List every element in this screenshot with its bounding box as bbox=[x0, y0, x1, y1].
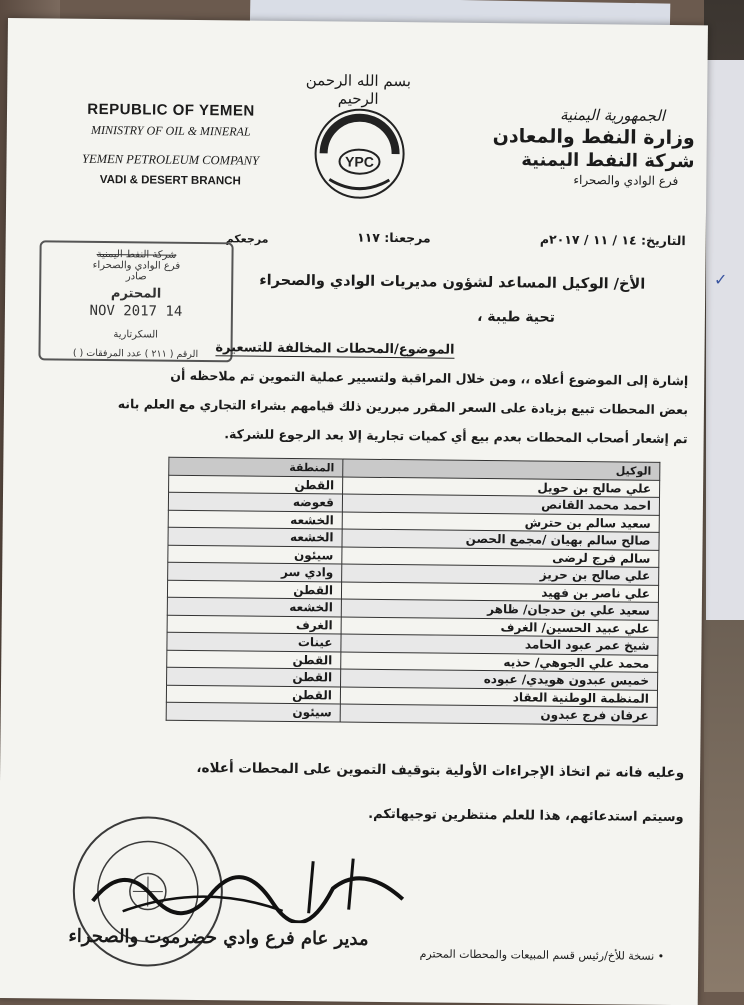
company-ar: شركة النفط اليمنية bbox=[521, 149, 695, 173]
letter-date: التاريخ: ١٤ / ١١ / ٢٠١٧م bbox=[539, 231, 686, 249]
stamp-honorific: المحترم bbox=[110, 286, 162, 302]
english-letterhead bbox=[50, 100, 291, 188]
stamp-company: شركة النفط اليمنية bbox=[96, 248, 177, 261]
branch-en: VADI & DESERT BRANCH bbox=[99, 173, 241, 188]
stations-table bbox=[166, 457, 661, 726]
area-cell: الخشعه bbox=[168, 510, 342, 529]
area-cell: الخشعه bbox=[167, 597, 341, 616]
area-cell: القطن bbox=[167, 650, 341, 669]
ministry-ar: وزارة النفط والمعادن bbox=[492, 125, 695, 150]
branch-ar: فرع الوادي والصحراء bbox=[573, 172, 679, 189]
agent-cell: شيخ عمر عبود الحامد bbox=[341, 634, 658, 655]
area-cell: قعوضه bbox=[168, 492, 342, 511]
header-area: المنطقة bbox=[169, 457, 343, 476]
republic-ar: الجمهورية اليمنية bbox=[559, 105, 666, 125]
ministry-en: MINISTRY OF OIL & MINERAL bbox=[90, 122, 251, 139]
header-agent: الوكيل bbox=[343, 459, 660, 480]
company-logo bbox=[309, 101, 410, 202]
copy-note: • نسخة للأخ/رئيس قسم المبيعات والمحطات المحترم bbox=[419, 947, 665, 963]
stamp-date: 14 NOV 2017 bbox=[89, 302, 183, 320]
signer-title: مدير عام فرع وادي حضرموت والصحراء bbox=[68, 925, 369, 950]
body-paragraph-1: إشارة إلى الموضوع أعلاه ،، ومن خلال المراقبة ولتسيير عملية التموين تم ملاحظه أن bbox=[170, 367, 689, 389]
letter-page bbox=[0, 18, 708, 1005]
agent-cell: علي صالح بن حويل bbox=[343, 477, 660, 498]
area-cell: عينات bbox=[167, 632, 341, 651]
agent-cell: علي عبيد الحسين/ الغرف bbox=[341, 617, 658, 638]
stamp-office: السكرتارية bbox=[113, 329, 159, 341]
area-cell: سيئون bbox=[168, 545, 342, 564]
closing-paragraph-2: وسيتم استدعائهم، هذا للعلم منتظرين توجيهاتكم. bbox=[368, 806, 684, 826]
body-paragraph-2: بعض المحطات تبيع بزيادة على السعر المقرر مبررين ذلك قيامهم بشراء التجاري مع العلم بانه bbox=[117, 396, 689, 418]
arabic-letterhead bbox=[476, 105, 695, 188]
agent-cell: عرفان فرج عبدون bbox=[340, 704, 657, 725]
pen-mark: ✓ bbox=[714, 270, 728, 289]
adjacent-paper bbox=[706, 60, 744, 620]
agent-cell: المنظمة الوطنية العقاد bbox=[340, 687, 657, 708]
agent-cell: محمد علي الجوهي/ حذيه bbox=[341, 652, 658, 673]
addressee: الأخ/ الوكيل المساعد لشؤون مديريات الوادي والصحراء bbox=[259, 272, 646, 293]
agent-cell: سعيد علي بن حدجان/ ظاهر bbox=[341, 599, 658, 620]
republic-en: REPUBLIC OF YEMEN bbox=[87, 100, 255, 120]
area-cell: وادي سر bbox=[168, 562, 342, 581]
stamp-outgoing: صادر bbox=[125, 271, 147, 283]
handwritten-signature bbox=[83, 851, 414, 924]
body-paragraph-3: تم إشعار أصحاب المحطات بعدم بيع أي كميات تجارية إلا بعد الرجوع للشركة. bbox=[224, 426, 688, 447]
stamp-number: الرقم ( ٢١١ ) عدد المرفقات ( ) bbox=[72, 347, 199, 361]
greeting: تحية طيبة ، bbox=[477, 308, 555, 326]
bismillah-heading: بسم الله الرحمن الرحيم bbox=[305, 71, 412, 108]
svg-text:YPC: YPC bbox=[345, 153, 374, 170]
your-reference: مرجعكم bbox=[225, 232, 269, 246]
company-en: YEMEN PETROLEUM COMPANY bbox=[82, 151, 260, 168]
closing-paragraph-1: وعليه فانه تم اتخاذ الإجراءات الأولية بتوقيف التموين على المحطات أعلاه، bbox=[196, 760, 685, 782]
area-cell: القطن bbox=[167, 580, 341, 599]
area-cell: القطن bbox=[169, 475, 343, 494]
area-cell: سيئون bbox=[166, 702, 340, 721]
received-stamp bbox=[38, 240, 233, 362]
agent-cell: سعيد سالم بن حترش bbox=[342, 512, 659, 533]
area-cell: القطن bbox=[167, 667, 341, 686]
area-cell: القطن bbox=[166, 685, 340, 704]
our-reference: مرجعنا: ١١٧ bbox=[357, 229, 431, 246]
agent-cell: خميس عبدون هويدي/ عبوده bbox=[341, 669, 658, 690]
agent-cell: احمد محمد القانص bbox=[342, 494, 659, 515]
subject-line: الموضوع/المحطات المخالفة للتسعيرة bbox=[215, 340, 455, 358]
agent-cell: علي صالح بن حريز bbox=[342, 564, 659, 585]
table-row bbox=[166, 702, 657, 725]
stamp-branch: فرع الوادي والصحراء bbox=[92, 259, 181, 272]
agent-cell: علي ناصر بن فهيد bbox=[341, 582, 658, 603]
agent-cell: سالم فرج لرضى bbox=[342, 547, 659, 568]
area-cell: الخشعه bbox=[168, 527, 342, 546]
area-cell: الغرف bbox=[167, 615, 341, 634]
agent-cell: صالح سالم بهيان /مجمع الحصن bbox=[342, 529, 659, 550]
